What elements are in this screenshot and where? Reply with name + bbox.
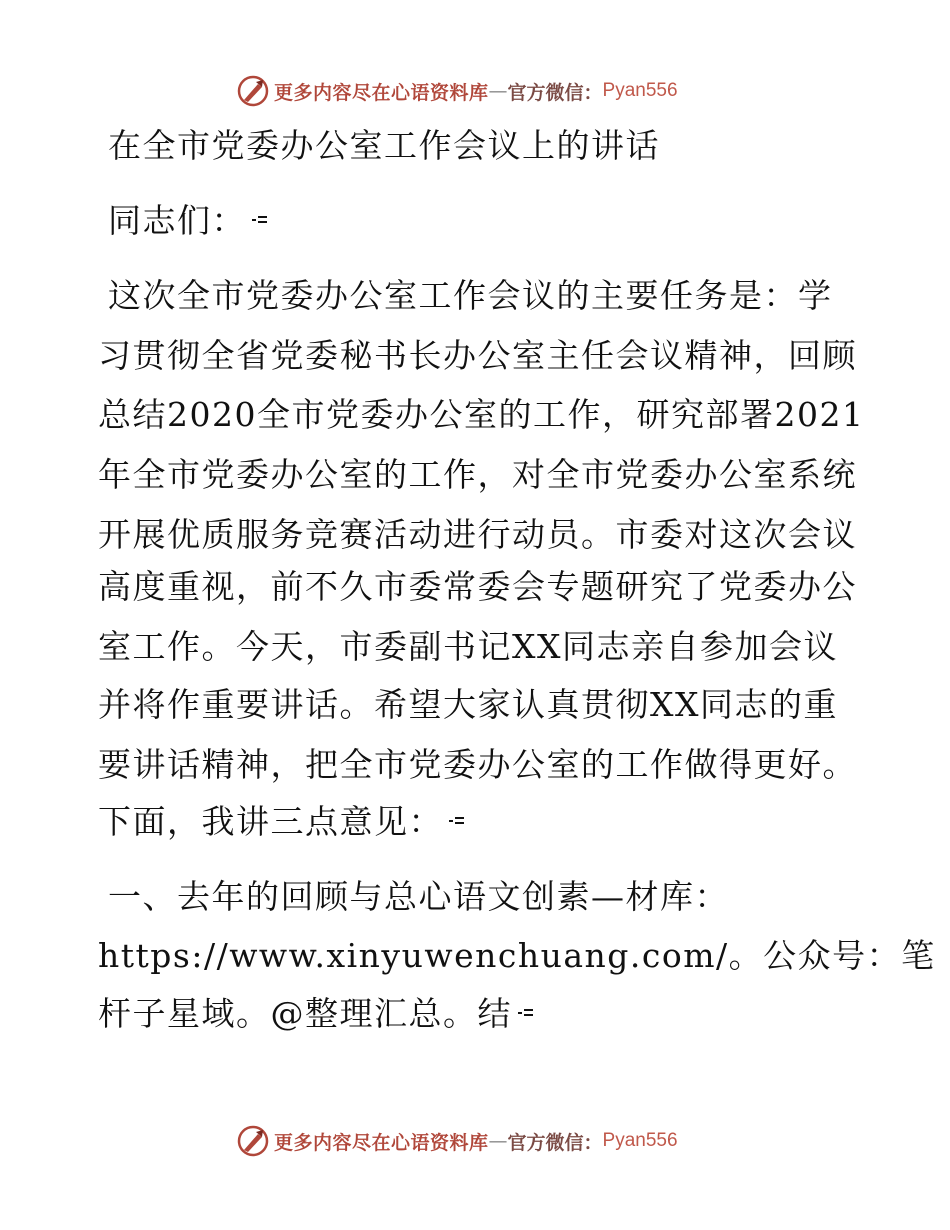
paragraph-line: 室工作。今天，市委副书记XX同志亲自参加会议 [98,627,838,666]
paragraph-line: 习贯彻全省党委秘书长办公室主任会议精神，回顾 [98,336,857,375]
watermark-wechat-id: Pyan556 [602,1130,678,1151]
paragraph-mark-icon [518,1007,534,1019]
document-title: 在全市党委办公室工作会议上的讲话 [108,126,660,165]
header-watermark-banner [236,74,678,108]
paragraph-mark-icon [449,815,465,827]
paragraph-line: 这次全市党委办公室工作会议的主要任务是：学 [108,276,833,315]
watermark-site-text: 更多内容尽在心语资料库 [274,81,489,104]
pen-logo-icon [236,74,270,108]
paragraph-line: 年全市党委办公室的工作，对全市党委办公室系统 [98,455,857,494]
paragraph-line: 要讲话精神，把全市党委办公室的工作做得更好。 [98,745,857,784]
salutation: 同志们： [108,201,268,241]
watermark-dash: — [488,1130,508,1152]
paragraph-line: 高度重视，前不久市委常委会专题研究了党委办公 [98,567,857,606]
paragraph-line: 并将作重要讲话。希望大家认真贯彻XX同志的重 [98,685,838,724]
section-heading-line: 一、去年的回顾与总心语文创素—材库： [108,877,729,916]
watermark-wechat-id: Pyan556 [602,80,678,101]
watermark-site-text: 更多内容尽在心语资料库 [274,1131,489,1154]
footer-watermark-banner [236,1124,678,1158]
watermark-dash: — [488,80,508,102]
watermark-wechat-label: 官方微信： [507,1131,603,1154]
section-heading-line: https://www.xinyuwenchuang.com/。公众号：笔 [98,936,936,975]
paragraph-line: 下面，我讲三点意见： [98,802,465,842]
pen-logo-icon [236,1124,270,1158]
paragraph-line: 开展优质服务竞赛活动进行动员。市委对这次会议 [98,515,857,554]
paragraph-line: 总结2020全市党委办公室的工作，研究部署2021 [98,395,865,434]
paragraph-mark-icon [252,214,268,226]
watermark-wechat-label: 官方微信： [507,81,603,104]
section-heading-line: 杆子星域。@整理汇总。结 [98,994,534,1034]
